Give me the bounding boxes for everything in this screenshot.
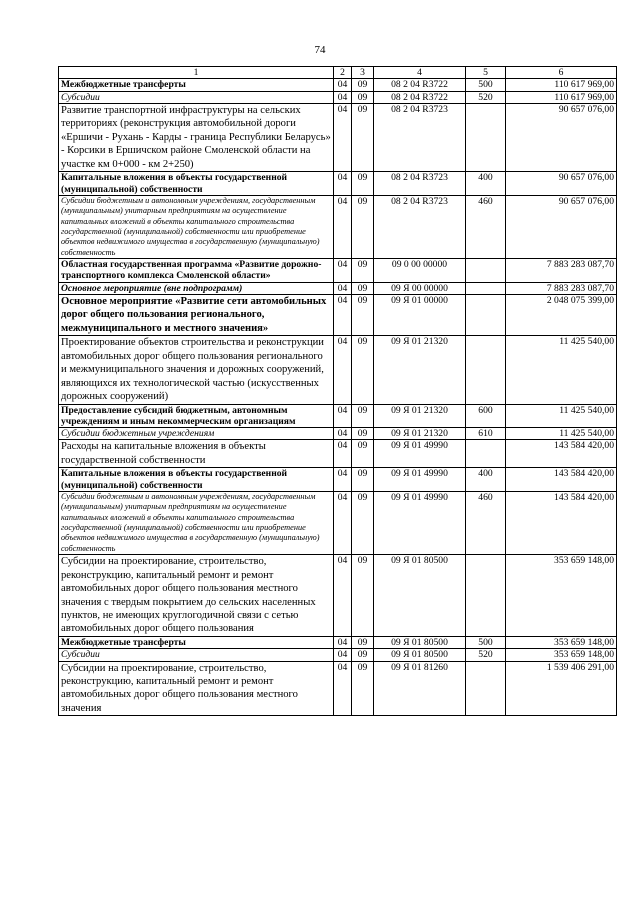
row-sum-cell: 143 584 420,00 — [506, 492, 617, 555]
row-target-code-cell: 09 0 00 00000 — [374, 258, 466, 282]
row-target-code-cell: 09 Я 01 49990 — [374, 440, 466, 468]
header-cell: 2 — [334, 67, 352, 79]
header-cell: 3 — [352, 67, 374, 79]
row-name-cell: Субсидии бюджетным и автономным учреждениям, государственным (муниципальным) унитарным предприятиям на осуществление капитальных вложений в объекты капитального строительства государственной (муниципальной) собственности или приобретение объектов недвижимого имущества в государственную (муниципальную) собственность — [59, 195, 334, 258]
row-expense-type-cell: 400 — [466, 172, 506, 196]
row-subsection-cell: 09 — [352, 91, 374, 103]
row-section-cell: 04 — [334, 172, 352, 196]
row-target-code-cell: 08 2 04 R3722 — [374, 79, 466, 91]
row-expense-type-cell — [466, 661, 506, 716]
row-sum-cell: 90 657 076,00 — [506, 195, 617, 258]
table-row — [59, 661, 617, 716]
row-expense-type-cell — [466, 258, 506, 282]
row-subsection-cell: 09 — [352, 294, 374, 335]
row-expense-type-cell: 460 — [466, 195, 506, 258]
row-target-code-cell: 08 2 04 R3723 — [374, 195, 466, 258]
row-expense-type-cell: 460 — [466, 492, 506, 555]
header-cell: 1 — [59, 67, 334, 79]
row-name-cell: Основное мероприятие (вне подпрограмм) — [59, 282, 334, 294]
row-sum-cell: 7 883 283 087,70 — [506, 258, 617, 282]
row-sum-cell: 110 617 969,00 — [506, 91, 617, 103]
row-subsection-cell: 09 — [352, 336, 374, 404]
row-name-cell: Субсидии — [59, 91, 334, 103]
row-sum-cell: 11 425 540,00 — [506, 336, 617, 404]
row-section-cell: 04 — [334, 649, 352, 661]
row-expense-type-cell — [466, 282, 506, 294]
row-name-cell: Субсидии — [59, 649, 334, 661]
table-row — [59, 404, 617, 428]
row-sum-cell: 143 584 420,00 — [506, 468, 617, 492]
row-sum-cell: 143 584 420,00 — [506, 440, 617, 468]
row-expense-type-cell: 520 — [466, 91, 506, 103]
row-expense-type-cell: 520 — [466, 649, 506, 661]
row-sum-cell: 353 659 148,00 — [506, 555, 617, 637]
row-target-code-cell: 09 Я 01 80500 — [374, 555, 466, 637]
table-row — [59, 336, 617, 404]
table-row — [59, 172, 617, 196]
row-subsection-cell: 09 — [352, 172, 374, 196]
row-name-cell: Субсидии на проектирование, строительство, реконструкцию, капитальный ремонт и ремонт автомобильных дорог общего пользования местного значения с твердым покрытием до сельских населенных пунктов, не имеющих круглогодичной связи с сетью автомобильных дорог общего пользования — [59, 555, 334, 637]
header-cell: 4 — [374, 67, 466, 79]
table-row — [59, 91, 617, 103]
row-expense-type-cell: 610 — [466, 428, 506, 440]
row-target-code-cell: 09 Я 01 21320 — [374, 336, 466, 404]
table-row — [59, 282, 617, 294]
row-expense-type-cell — [466, 440, 506, 468]
row-target-code-cell: 09 Я 01 80500 — [374, 636, 466, 648]
row-name-cell: Расходы на капитальные вложения в объекты государственной собственности — [59, 440, 334, 468]
row-expense-type-cell: 500 — [466, 636, 506, 648]
row-expense-type-cell — [466, 336, 506, 404]
row-subsection-cell: 09 — [352, 282, 374, 294]
row-target-code-cell: 08 2 04 R3723 — [374, 103, 466, 171]
row-name-cell: Субсидии на проектирование, строительство, реконструкцию, капитальный ремонт и ремонт автомобильных дорог общего пользования местного значения — [59, 661, 334, 716]
row-subsection-cell: 09 — [352, 492, 374, 555]
row-sum-cell: 11 425 540,00 — [506, 428, 617, 440]
table-row — [59, 294, 617, 335]
row-subsection-cell: 09 — [352, 555, 374, 637]
table-row — [59, 468, 617, 492]
row-subsection-cell: 09 — [352, 258, 374, 282]
row-section-cell: 04 — [334, 282, 352, 294]
row-expense-type-cell: 400 — [466, 468, 506, 492]
row-name-cell: Капитальные вложения в объекты государственной (муниципальной) собственности — [59, 468, 334, 492]
row-sum-cell: 2 048 075 399,00 — [506, 294, 617, 335]
row-name-cell: Областная государственная программа «Развитие дорожно-транспортного комплекса Смоленской области» — [59, 258, 334, 282]
row-sum-cell: 90 657 076,00 — [506, 103, 617, 171]
row-target-code-cell: 08 2 04 R3722 — [374, 91, 466, 103]
row-name-cell: Проектирование объектов строительства и реконструкции автомобильных дорог общего пользования регионального и межмуниципального значения и дорожных сооружений, являющихся их технологической частью (искусственных дорожных сооружений) — [59, 336, 334, 404]
row-name-cell: Капитальные вложения в объекты государственной (муниципальной) собственности — [59, 172, 334, 196]
table-header-row — [59, 67, 617, 79]
row-section-cell: 04 — [334, 404, 352, 428]
row-section-cell: 04 — [334, 661, 352, 716]
budget-table — [58, 66, 617, 716]
row-target-code-cell: 09 Я 01 80500 — [374, 649, 466, 661]
row-subsection-cell: 09 — [352, 636, 374, 648]
row-section-cell: 04 — [334, 428, 352, 440]
header-cell: 5 — [466, 67, 506, 79]
row-target-code-cell: 09 Я 01 49990 — [374, 492, 466, 555]
row-target-code-cell: 09 Я 01 21320 — [374, 428, 466, 440]
row-expense-type-cell — [466, 294, 506, 335]
row-section-cell: 04 — [334, 258, 352, 282]
row-section-cell: 04 — [334, 336, 352, 404]
row-section-cell: 04 — [334, 294, 352, 335]
row-section-cell: 04 — [334, 103, 352, 171]
table-row — [59, 492, 617, 555]
row-name-cell: Межбюджетные трансферты — [59, 79, 334, 91]
row-sum-cell: 7 883 283 087,70 — [506, 282, 617, 294]
table-row — [59, 195, 617, 258]
row-sum-cell: 353 659 148,00 — [506, 649, 617, 661]
row-expense-type-cell — [466, 103, 506, 171]
table-row — [59, 440, 617, 468]
row-subsection-cell: 09 — [352, 649, 374, 661]
row-expense-type-cell: 500 — [466, 79, 506, 91]
table-row — [59, 636, 617, 648]
row-target-code-cell: 09 Я 01 81260 — [374, 661, 466, 716]
row-subsection-cell: 09 — [352, 79, 374, 91]
row-section-cell: 04 — [334, 636, 352, 648]
row-target-code-cell: 09 Я 01 21320 — [374, 404, 466, 428]
row-target-code-cell: 09 Я 00 00000 — [374, 282, 466, 294]
row-sum-cell: 90 657 076,00 — [506, 172, 617, 196]
row-subsection-cell: 09 — [352, 103, 374, 171]
table-row — [59, 79, 617, 91]
header-cell: 6 — [506, 67, 617, 79]
row-name-cell: Межбюджетные трансферты — [59, 636, 334, 648]
row-expense-type-cell — [466, 555, 506, 637]
row-subsection-cell: 09 — [352, 661, 374, 716]
row-name-cell: Предоставление субсидий бюджетным, автономным учреждениям и иным некоммерческим организациям — [59, 404, 334, 428]
row-section-cell: 04 — [334, 492, 352, 555]
row-subsection-cell: 09 — [352, 468, 374, 492]
row-section-cell: 04 — [334, 555, 352, 637]
row-name-cell: Субсидии бюджетным учреждениям — [59, 428, 334, 440]
row-name-cell: Субсидии бюджетным и автономным учреждениям, государственным (муниципальным) унитарным предприятиям на осуществление капитальных вложений в объекты капитального строительства государственной (муниципальной) собственности или приобретение объектов недвижимого имущества в государственную (муниципальную) собственность — [59, 492, 334, 555]
row-target-code-cell: 09 Я 01 00000 — [374, 294, 466, 335]
row-expense-type-cell: 600 — [466, 404, 506, 428]
row-subsection-cell: 09 — [352, 404, 374, 428]
row-subsection-cell: 09 — [352, 428, 374, 440]
row-target-code-cell: 09 Я 01 49990 — [374, 468, 466, 492]
row-section-cell: 04 — [334, 468, 352, 492]
row-sum-cell: 110 617 969,00 — [506, 79, 617, 91]
row-section-cell: 04 — [334, 79, 352, 91]
table-row — [59, 649, 617, 661]
row-subsection-cell: 09 — [352, 195, 374, 258]
table-row — [59, 555, 617, 637]
row-subsection-cell: 09 — [352, 440, 374, 468]
row-sum-cell: 1 539 406 291,00 — [506, 661, 617, 716]
row-section-cell: 04 — [334, 195, 352, 258]
row-section-cell: 04 — [334, 440, 352, 468]
row-sum-cell: 11 425 540,00 — [506, 404, 617, 428]
row-name-cell: Основное мероприятие «Развитие сети автомобильных дорог общего пользования регионального, межмуниципального и местного значения» — [59, 294, 334, 335]
page-number: 74 — [314, 44, 326, 56]
table-row — [59, 103, 617, 171]
row-sum-cell: 353 659 148,00 — [506, 636, 617, 648]
table-row — [59, 428, 617, 440]
row-target-code-cell: 08 2 04 R3723 — [374, 172, 466, 196]
table-row — [59, 258, 617, 282]
row-name-cell: Развитие транспортной инфраструктуры на сельских территориях (реконструкция автомобильной дороги «Ершичи - Рухань - Карды - граница Республики Беларусь» - Корсики в Ершичском районе Смоленской области на участке км 0+000 - км 2+250) — [59, 103, 334, 171]
row-section-cell: 04 — [334, 91, 352, 103]
